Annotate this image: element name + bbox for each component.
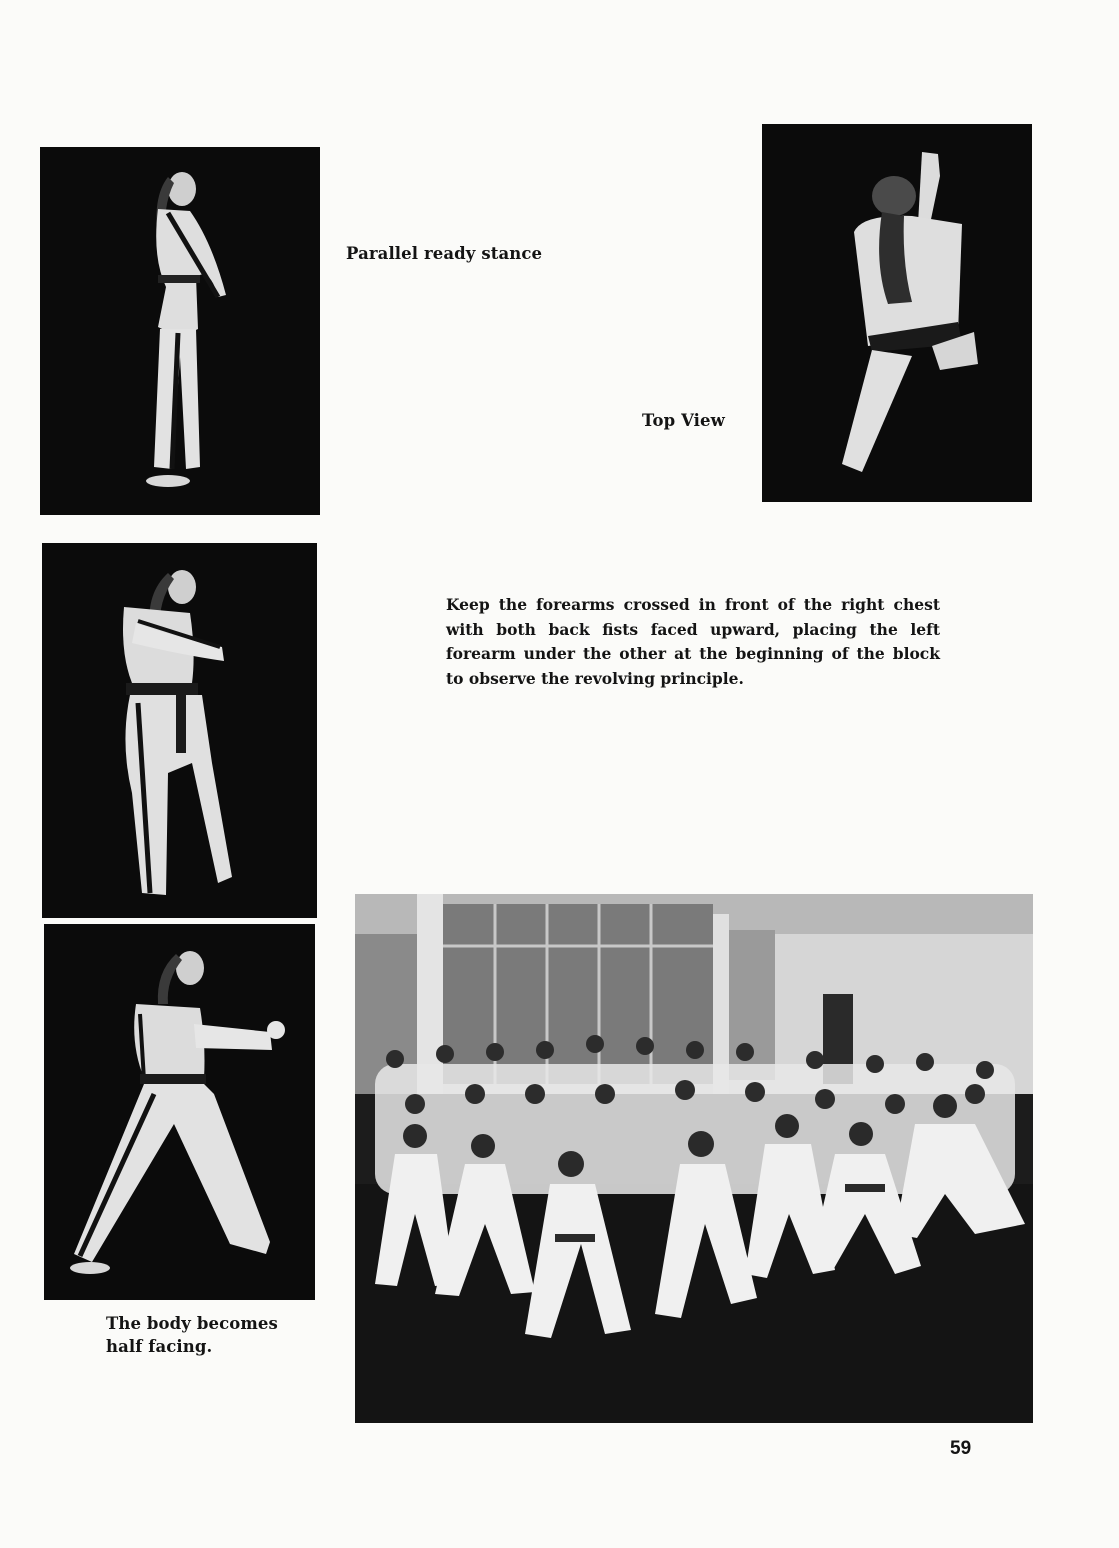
paragraph-line: with both back fists faced upward, placing the left [446,619,940,639]
page-number: 59 [950,1438,972,1459]
figure-standing-icon [40,147,320,515]
paragraph-line: forearm under the other at the beginning of the block [446,644,940,663]
figure-half-facing-icon [44,924,315,1300]
caption-half-facing-line2: half facing. [106,1337,213,1356]
photo-top-view [762,124,1032,502]
paragraph-line: Keep the forearms crossed in front of the right chest [446,595,940,614]
caption-half-facing-line1: The body becomes [106,1314,278,1333]
caption-half-facing [106,1312,278,1358]
paragraph-line: to observe the revolving principle. [446,668,744,688]
group-class-scene-icon [355,894,1033,1423]
photo-group-class [355,894,1033,1423]
caption-parallel-ready-stance: Parallel ready stance [346,244,543,263]
photo-half-facing [44,924,315,1300]
instruction-paragraph [446,593,940,691]
figure-forearms-crossed-icon [42,543,317,918]
photo-forearms-crossed [42,543,317,918]
caption-top-view: Top View [642,411,725,430]
photo-parallel-ready-stance [40,147,320,515]
figure-top-view-icon [762,124,1032,502]
